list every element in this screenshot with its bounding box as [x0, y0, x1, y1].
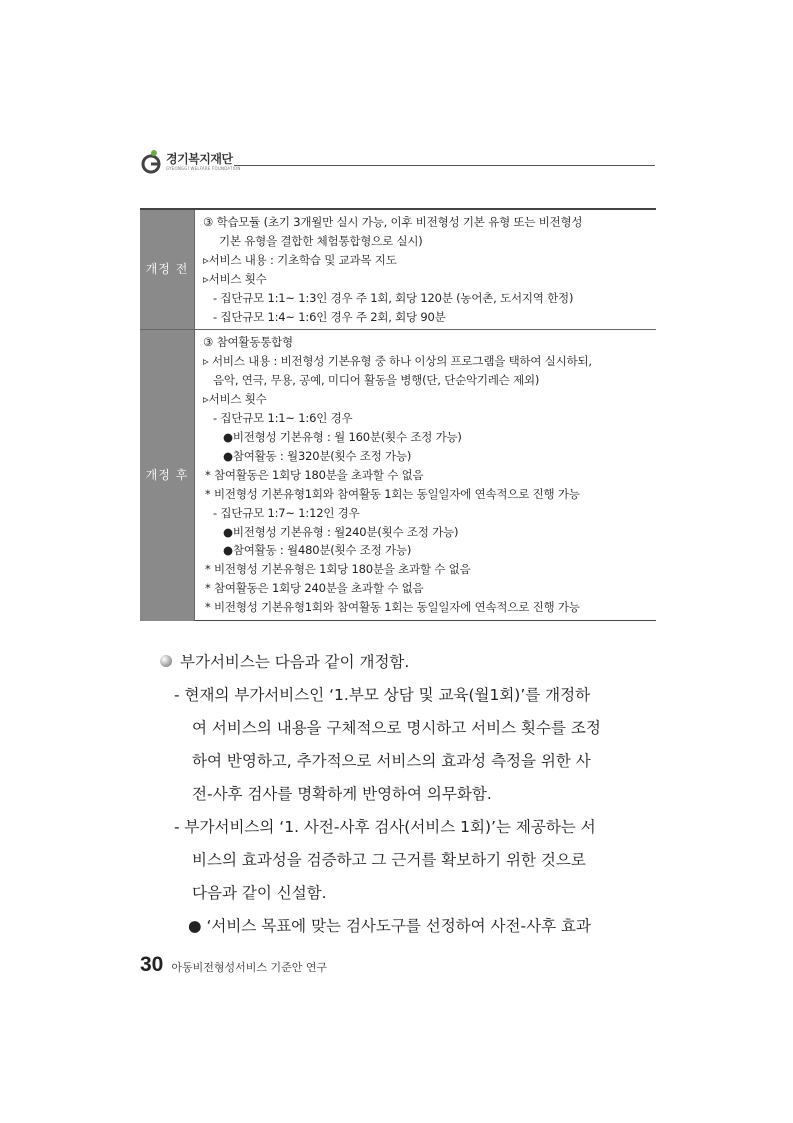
table-row-after	[140, 330, 656, 621]
org-name: 경기복지재단	[166, 152, 233, 166]
table-line: * 비전형성 기본유형은 1회당 180분을 초과할 수 없음	[205, 562, 471, 577]
row-content-after	[195, 330, 657, 621]
body-line: ● ‘서비스 목표에 맞는 검사도구를 선정하여 사전-사후 효과	[188, 917, 591, 935]
table-line: ③ 참여활동통합형	[203, 335, 293, 350]
row-label-after: 개정 후	[140, 330, 195, 621]
table-line: ▹서비스 횟수	[203, 271, 267, 286]
table-line: - 집단규모 1:1~ 1:3인 경우 주 1회, 회당 120분 (농어촌, 도서지역 한정)	[213, 290, 574, 305]
body-line: 전-사후 검사를 명확하게 반영하여 의무화함.	[192, 785, 492, 803]
table-row-before	[140, 209, 656, 330]
table-line: ●참여활동 : 월320분(횟수 조정 가능)	[223, 448, 412, 463]
table-line: * 비전형성 기본유형1회와 참여활동 1회는 동일일자에 연속적으로 진행 가능	[205, 600, 580, 615]
table-line: ▹서비스 내용 : 기초학습 및 교과목 지도	[203, 252, 397, 267]
body-line: - 현재의 부가서비스인 ‘1.부모 상담 및 교육(월1회)’를 개정하	[174, 686, 591, 704]
table-line: ▹ 서비스 내용 : 비전형성 기본유형 중 하나 이상의 프로그램을 택하여 실시하되,	[203, 354, 592, 369]
body-line: 비스의 효과성을 검증하고 그 근거를 확보하기 위한 것으로	[192, 851, 586, 869]
round-bullet-icon	[160, 655, 172, 667]
body-line: - 부가서비스의 ‘1. 사전-사후 검사(서비스 1회)’는 제공하는 서	[174, 818, 596, 836]
row-label-before: 개정 전	[140, 209, 195, 330]
table-line: * 참여활동은 1회당 240분을 초과할 수 없음	[205, 581, 424, 596]
table-line: - 집단규모 1:4~ 1:6인 경우 주 2회, 회당 90분	[213, 309, 446, 324]
table-line: - 집단규모 1:1~ 1:6인 경우	[213, 411, 353, 426]
foundation-logo	[140, 147, 241, 177]
revision-table	[140, 208, 656, 621]
body-heading-text: 부가서비스는 다음과 같이 개정함.	[180, 653, 410, 671]
table-line: ●참여활동 : 월480분(횟수 조정 가능)	[223, 543, 412, 558]
row-content-before	[195, 209, 657, 330]
running-title: 아동비전형성서비스 기준안 연구	[171, 961, 328, 974]
body-line: 하여 반영하고, 추가적으로 서비스의 효과성 측정을 위한 사	[192, 752, 591, 770]
page-number: 30	[140, 953, 164, 976]
body-heading	[160, 650, 409, 672]
table-line: - 집단규모 1:7~ 1:12인 경우	[213, 505, 360, 520]
table-line: 음악, 연극, 무용, 공예, 미디어 활동을 병행(단, 단순악기레슨 제외)	[213, 373, 540, 388]
table-line: 기본 유형을 결합한 체험통합형으로 실시)	[219, 233, 423, 248]
org-subtitle: GYEONGGI WELFARE FOUNDATION	[166, 166, 241, 171]
table-line: * 참여활동은 1회당 180분을 초과할 수 없음	[205, 467, 424, 482]
foundation-logo-icon	[140, 149, 162, 175]
table-line: ▹서비스 횟수	[203, 392, 267, 407]
header-rule	[234, 165, 655, 166]
table-line: * 비전형성 기본유형1회와 참여활동 1회는 동일일자에 연속적으로 진행 가능	[205, 486, 580, 501]
page-footer	[140, 953, 327, 977]
table-line: ●비전형성 기본유형 : 월 160분(횟수 조정 가능)	[223, 429, 462, 444]
body-line: 여 서비스의 내용을 구체적으로 명시하고 서비스 횟수를 조정	[192, 719, 601, 737]
table-line: ③ 학습모듈 (초기 3개월만 실시 가능, 이후 비전형성 기본 유형 또는 비전형성	[203, 215, 583, 229]
body-line: 다음과 같이 신설함.	[192, 884, 327, 902]
table-line: ●비전형성 기본유형 : 월240분(횟수 조정 가능)	[223, 524, 459, 539]
